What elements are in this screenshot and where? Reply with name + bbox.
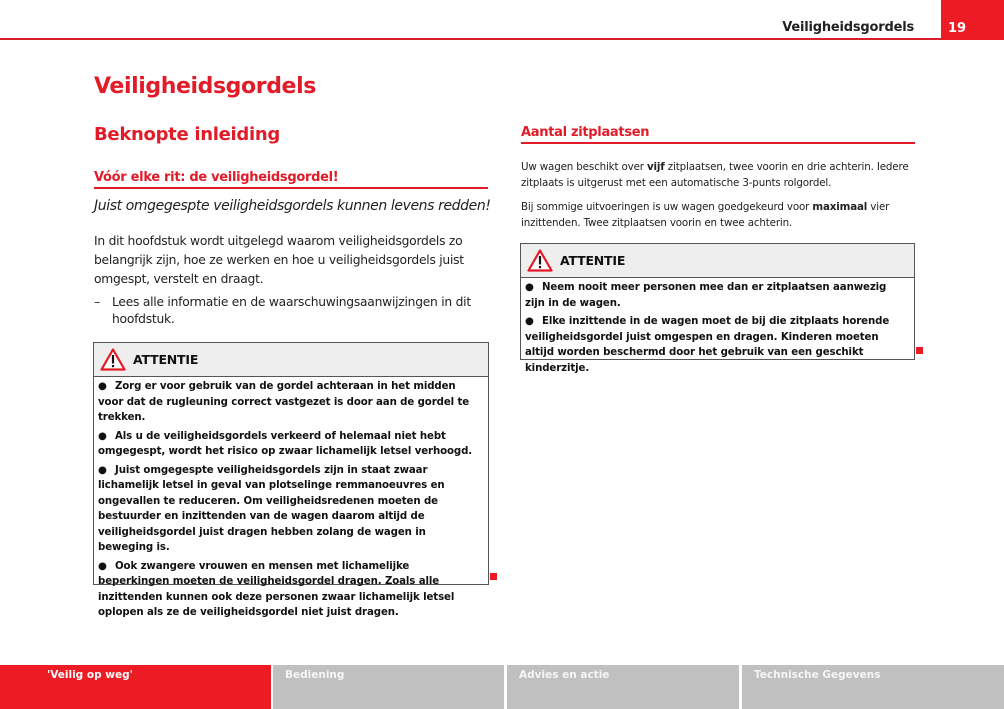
- footer-tab-bediening[interactable]: Bediening: [273, 665, 504, 709]
- footer-tab-technische-gegevens[interactable]: Technische Gegevens: [742, 665, 1004, 709]
- section-end-marker: [490, 573, 497, 580]
- warning-body: [521, 278, 914, 382]
- warning-item: ● Ook zwangere vrouwen en mensen met lichamelijke beperkingen moeten de veiligheidsgordel dragen. Zoals alle inzittenden kunnen ook deze personen zwaar lichamelijk letsel oplopen als ze de veiligheidsgordel niet juist dragen.: [98, 560, 455, 618]
- warning-body: [94, 377, 488, 627]
- running-header-title: Veiligheidsgordels: [782, 20, 914, 35]
- intro-paragraph: In dit hoofdstuk wordt uitgelegd waarom veiligheidsgordels zo belangrijk zijn, hoe ze werken en hoe u veiligheidsgordels juist omgespt, verstelt en draagt.: [94, 234, 464, 286]
- bullet-icon: ●: [98, 560, 107, 572]
- page-number: 19: [941, 0, 1004, 40]
- right-subsection-heading: Aantal zitplaatsen: [521, 125, 915, 144]
- warning-triangle-icon: [527, 249, 553, 272]
- warning-box-left: [93, 342, 489, 618]
- warning-item: ● Zorg er voor gebruik van de gordel achteraan in het midden voor dat de rugleuning correct vastgezet is door aan de gordel te trekken.: [98, 381, 470, 423]
- warning-title: ATTENTIE: [133, 352, 199, 367]
- warning-triangle-icon: [100, 348, 126, 371]
- subsection-heading: Vóór elke rit: de veiligheidsgordel!: [94, 170, 488, 189]
- lead-text: Juist omgegespte veiligheidsgordels kunnen levens redden!: [94, 198, 491, 214]
- warning-title: ATTENTIE: [560, 253, 626, 268]
- header-rule: [0, 38, 941, 40]
- dash-marker: –: [94, 295, 100, 309]
- warning-item: ● Elke inzittende in de wagen moet de bij die zitplaats horende veiligheidsgordel juist omgespen en dragen. Kinderen moeten altijd worden beschermd door het gebruik van een geschikt kinderzitje.: [525, 316, 890, 374]
- section-title: Beknopte inleiding: [94, 124, 280, 145]
- max-occupants-paragraph: Bij sommige uitvoeringen is uw wagen goedgekeurd voor maximaal vier inzittenden. Twee zitplaatsen voorin en twee achterin.: [521, 201, 890, 229]
- chapter-title: Veiligheidsgordels: [94, 74, 316, 99]
- bullet-icon: ●: [98, 464, 107, 476]
- warning-header: [521, 244, 914, 278]
- bullet-icon: ●: [98, 430, 107, 442]
- warning-header: [94, 343, 488, 377]
- warning-item: ● Als u de veiligheidsgordels verkeerd of helemaal niet hebt omgegespt, wordt het risico op zwaar lichamelijk letsel verhoogd.: [98, 430, 473, 457]
- bullet-icon: ●: [525, 316, 534, 327]
- instruction-text: Lees alle informatie en de waarschuwingsaanwijzingen in dit hoofdstuk.: [112, 295, 471, 326]
- section-end-marker: [916, 347, 923, 354]
- footer-tab-advies-en-actie[interactable]: Advies en actie: [507, 665, 739, 709]
- footer-tab-veilig-op-weg[interactable]: 'Veilig op weg': [0, 665, 271, 709]
- bullet-icon: ●: [98, 381, 107, 392]
- bullet-icon: ●: [525, 282, 534, 293]
- warning-box-right: [520, 243, 915, 374]
- seats-paragraph: Uw wagen beschikt over vijf zitplaatsen, twee voorin en drie achterin. Iedere zitplaats is uitgerust met een automatische 3-punts rolgordel.: [521, 161, 909, 189]
- instruction-item: [94, 294, 489, 328]
- warning-item: ● Neem nooit meer personen mee dan er zitplaatsen aanwezig zijn in de wagen.: [525, 282, 887, 309]
- warning-item: ● Juist omgegespte veiligheidsgordels zijn in staat zwaar lichamelijk letsel in geval van plotselinge remmanoeuvres en ongevallen te reduceren. Om veiligheidsredenen moeten de bestuurder en inzittenden van de wagen daarom altijd de veiligheidsgordel juist dragen hebben zolang de wagen in beweging is.: [98, 464, 445, 553]
